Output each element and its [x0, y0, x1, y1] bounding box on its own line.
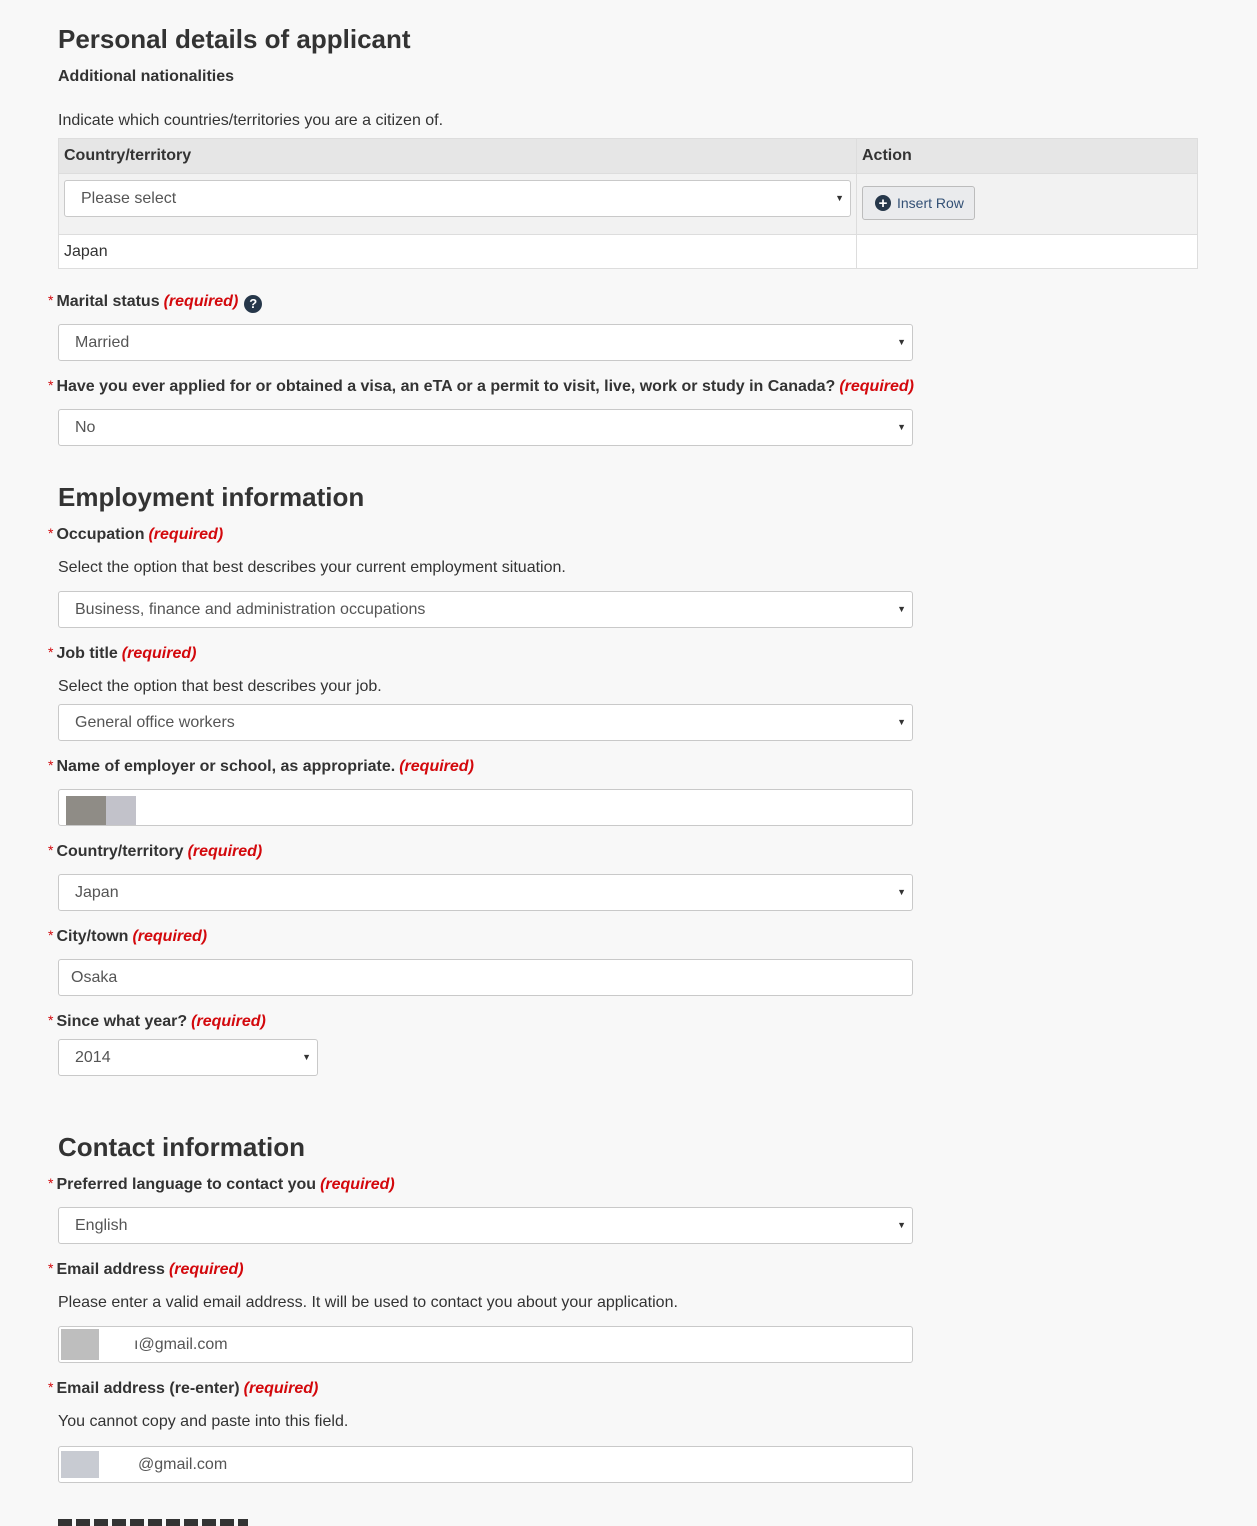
- occupation-value: Business, finance and administration occupations: [75, 601, 426, 618]
- required-star: *: [48, 644, 54, 660]
- required-marker: (required): [163, 293, 239, 310]
- employment-heading: Employment information: [58, 482, 365, 512]
- required-star: *: [48, 842, 54, 858]
- insert-row-label: Insert Row: [897, 195, 964, 211]
- required-star: *: [48, 525, 54, 541]
- occupation-label: [48, 526, 223, 544]
- email-value: ı@gmail.com: [134, 1336, 228, 1353]
- required-star: *: [48, 757, 54, 773]
- email-reenter-hint: You cannot copy and paste into this field.: [58, 1413, 349, 1430]
- email-hint: Please enter a valid email address. It will be used to contact you about your application.: [58, 1294, 678, 1311]
- required-star: *: [48, 1379, 54, 1395]
- job-title-label: [48, 645, 196, 663]
- required-marker: (required): [121, 645, 197, 662]
- language-value: English: [75, 1217, 128, 1234]
- visa-question-text: Have you ever applied for or obtained a visa, an eTA or a permit to visit, live, work or study in Canada?: [56, 378, 836, 395]
- marital-status-text: Marital status: [56, 293, 160, 310]
- employer-text: Name of employer or school, as appropriate.: [56, 758, 396, 775]
- city-value: Osaka: [71, 969, 118, 986]
- chevron-down-icon: ▼: [835, 193, 844, 203]
- employment-country-label: [48, 843, 262, 861]
- job-title-text: Job title: [56, 645, 118, 662]
- employer-input[interactable]: [58, 789, 913, 826]
- chevron-down-icon: ▼: [897, 1220, 906, 1230]
- email-label: [48, 1261, 244, 1279]
- required-marker: (required): [187, 843, 263, 860]
- column-header-action: Action: [857, 139, 1198, 174]
- nationality-select[interactable]: [64, 180, 851, 217]
- contact-heading: Contact information: [58, 1132, 305, 1162]
- required-marker: (required): [191, 1013, 266, 1030]
- required-marker: (required): [399, 758, 474, 775]
- redacted-block: [66, 796, 106, 825]
- marital-status-select[interactable]: [58, 324, 913, 361]
- marital-status-value: Married: [75, 334, 130, 351]
- page-title: Personal details of applicant: [58, 24, 411, 54]
- required-marker: (required): [320, 1176, 395, 1193]
- city-text: City/town: [56, 928, 129, 945]
- plus-circle-icon: +: [875, 195, 891, 211]
- required-marker: (required): [148, 526, 224, 543]
- help-icon[interactable]: ?: [244, 295, 262, 313]
- visa-history-select[interactable]: [58, 409, 913, 446]
- language-text: Preferred language to contact you: [56, 1176, 317, 1193]
- employer-label: [48, 758, 474, 776]
- job-title-select[interactable]: [58, 704, 913, 741]
- required-star: *: [48, 292, 54, 308]
- nationality-select-value: Please select: [81, 190, 177, 207]
- redacted-block: [106, 796, 136, 825]
- chevron-down-icon: ▼: [897, 422, 906, 432]
- required-marker: (required): [839, 378, 914, 395]
- email-reenter-label: [48, 1380, 318, 1398]
- email-input[interactable]: [58, 1326, 913, 1363]
- redacted-block: [61, 1329, 99, 1360]
- required-star: *: [48, 1260, 54, 1276]
- redacted-block: [61, 1451, 99, 1478]
- required-star: *: [48, 1175, 54, 1191]
- visa-history-value: No: [75, 419, 96, 436]
- insert-row-button[interactable]: [862, 186, 975, 220]
- chevron-down-icon: ▼: [897, 717, 906, 727]
- employment-country-text: Country/territory: [56, 843, 184, 860]
- since-year-value: 2014: [75, 1049, 111, 1066]
- table-row-action: [857, 235, 1198, 269]
- nationalities-instruction: Indicate which countries/territories you are a citizen of.: [58, 112, 444, 129]
- occupation-hint: Select the option that best describes your current employment situation.: [58, 559, 566, 576]
- email-reenter-value: @gmail.com: [138, 1456, 228, 1473]
- required-marker: (required): [243, 1380, 319, 1397]
- employment-country-select[interactable]: [58, 874, 913, 911]
- required-marker: (required): [132, 928, 208, 945]
- since-year-text: Since what year?: [56, 1013, 188, 1030]
- occupation-text: Occupation: [56, 526, 145, 543]
- visa-question-label: [48, 378, 914, 396]
- city-input[interactable]: [58, 959, 913, 996]
- since-year-select[interactable]: [58, 1039, 318, 1076]
- nationalities-subheading: Additional nationalities: [58, 68, 235, 85]
- email-reenter-input[interactable]: [58, 1446, 913, 1483]
- language-select[interactable]: [58, 1207, 913, 1244]
- job-title-value: General office workers: [75, 714, 235, 731]
- job-title-hint: Select the option that best describes your job.: [58, 678, 382, 695]
- column-header-country: Country/territory: [59, 139, 857, 174]
- chevron-down-icon: ▼: [897, 604, 906, 614]
- nationalities-table: [58, 138, 1198, 269]
- since-year-label: [48, 1013, 266, 1031]
- occupation-select[interactable]: [58, 591, 913, 628]
- chevron-down-icon: ▼: [302, 1052, 311, 1062]
- required-marker: (required): [168, 1261, 244, 1278]
- required-star: *: [48, 927, 54, 943]
- required-star: *: [48, 1012, 54, 1028]
- chevron-down-icon: ▼: [897, 337, 906, 347]
- email-reenter-text: Email address (re-enter): [56, 1380, 240, 1397]
- table-row-country: Japan: [59, 235, 857, 269]
- language-label: [48, 1176, 395, 1194]
- city-label: [48, 928, 207, 946]
- email-text: Email address: [56, 1261, 165, 1278]
- clipped-text-fragment: [58, 1519, 248, 1526]
- next-section-heading-clipped: [58, 1519, 258, 1526]
- chevron-down-icon: ▼: [897, 887, 906, 897]
- marital-status-label: [48, 293, 262, 313]
- required-star: *: [48, 377, 54, 393]
- employment-country-value: Japan: [75, 884, 119, 901]
